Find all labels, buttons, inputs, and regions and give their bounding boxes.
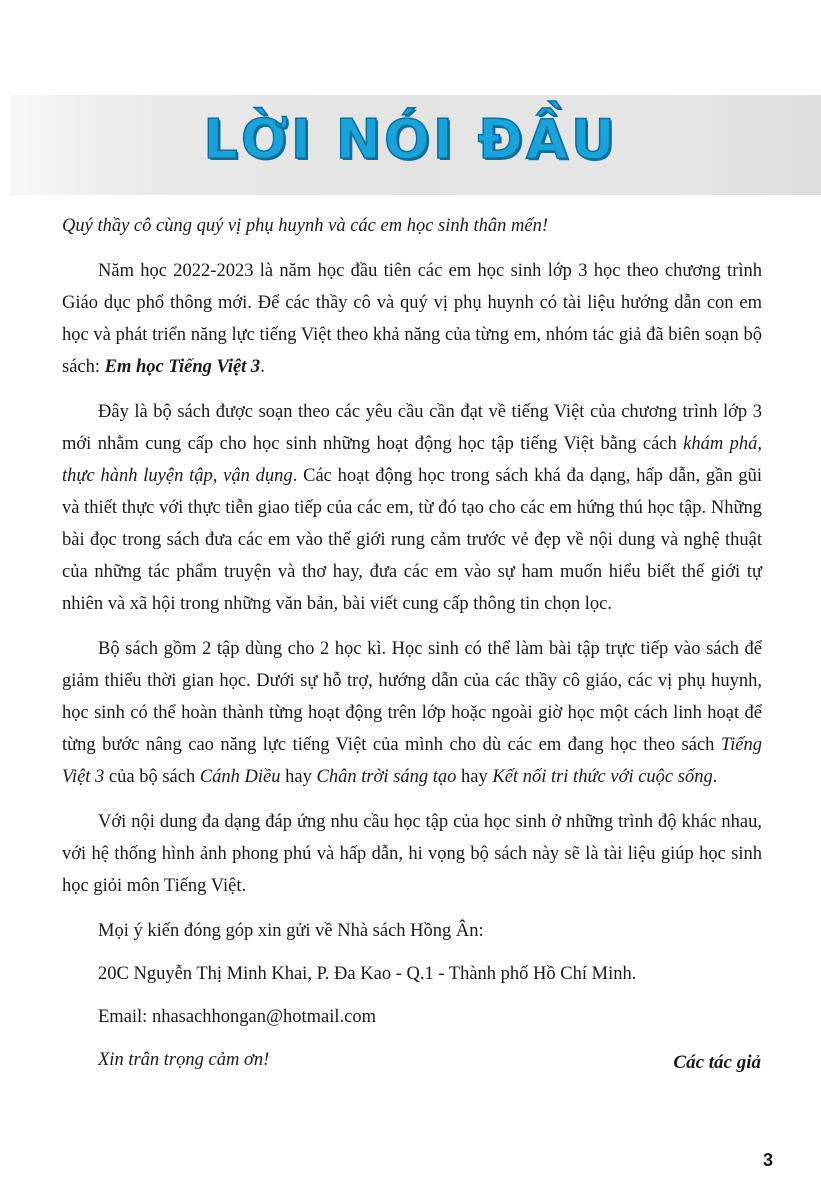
contact-email: Email: nhasachhongan@hotmail.com — [98, 1007, 377, 1027]
paragraph-3-part4: hay — [456, 767, 493, 787]
thanks-text: Xin trân trọng cảm ơn! — [98, 1050, 270, 1070]
book-title: Em học Tiếng Việt 3 — [104, 357, 261, 377]
preface-body — [62, 210, 762, 1087]
paragraph-1-end: . — [260, 357, 265, 377]
paragraph-2-part1: Đây là bộ sách được soạn theo các yêu cầu cần đạt về tiếng Việt của chương trình lớp 3 mới nhằm cung cấp cho học sinh những hoạt động học tập tiếng Việt bằng cách — [62, 402, 762, 454]
paragraph-2 — [62, 396, 762, 620]
series-canh-dieu: Cánh Diều — [199, 767, 281, 787]
paragraph-3-part1: Bộ sách gồm 2 tập dùng cho 2 học kì. Học sinh có thể làm bài tập trực tiếp vào sách để giảm thiểu thời gian học. Dưới sự hỗ trợ, hướng dẫn của các thầy cô giáo, các vị phụ huynh, học sinh có thể hoàn thành từng hoạt động trên lớp hoặc ngoài giờ học một cách linh hoạt để từng bước nâng cao năng lực tiếng Việt của mình cho dù các em đang học theo sách — [62, 639, 762, 755]
greeting-text: Quý thầy cô cùng quý vị phụ huynh và các em học sinh thân mến! — [62, 216, 548, 236]
paragraph-2-part2: . Các hoạt động học trong sách khá đa dạng, hấp dẫn, gần gũi và thiết thực với thực tiễn giao tiếp của các em, từ đó tạo cho các em hứng thú học tập. Những bài đọc trong sách đưa các em vào thế giới rung cảm trước vẻ đẹp về nội dung và nghệ thuật của những tác phẩm truyện và thơ hay, đưa các em vào sự ham muốn hiểu biết thế giới tự nhiên và xã hội trong những văn bản, bài viết cung cấp thông tin chọn lọc. — [62, 466, 762, 614]
paragraph-3-end: . — [712, 767, 718, 787]
page-title: LỜI NÓI ĐẦU — [203, 108, 618, 171]
paragraph-1-text: Năm học 2022-2023 là năm học đầu tiên các em học sinh lớp 3 học theo chương trình Giáo dục phổ thông mới. Để các thầy cô và quý vị phụ huynh có tài liệu hướng dẫn con em học và phát triển năng lực tiếng Việt theo khả năng của từng em, nhóm tác giả đã biên soạn bộ sách: — [62, 261, 762, 377]
paragraph-3 — [62, 633, 762, 793]
greeting — [62, 210, 762, 242]
contact-intro: Mọi ý kiến đóng góp xin gửi về Nhà sách Hồng Ân: — [98, 921, 484, 941]
series-ket-noi: Kết nối tri thức với cuộc sống — [492, 767, 713, 787]
book-name: Tiếng Việt 3 — [62, 735, 762, 787]
paragraph-4: Với nội dung đa dạng đáp ứng nhu cầu học tập của học sinh ở những trình độ khác nhau, với hệ thống hình ảnh phong phú và hấp dẫn, hi vọng bộ sách này sẽ là tài liệu giúp học sinh học giỏi môn Tiếng Việt. — [62, 812, 762, 896]
page-number: 3 — [762, 1150, 773, 1170]
paragraph-1 — [62, 255, 762, 383]
signature: Các tác giả — [673, 1052, 761, 1073]
thanks-line — [62, 1044, 762, 1076]
paragraph-3-part3: hay — [280, 767, 317, 787]
methods-text: khám phá, thực hành luyện tập, vận dụng — [62, 434, 762, 486]
contact-address: 20C Nguyễn Thị Minh Khai, P. Đa Kao - Q.1 - Thành phố Hồ Chí Minh. — [98, 964, 637, 984]
series-chan-troi: Chân trời sáng tạo — [316, 767, 457, 787]
paragraph-3-part2: của bộ sách — [104, 767, 200, 787]
contact-block — [62, 915, 762, 1076]
